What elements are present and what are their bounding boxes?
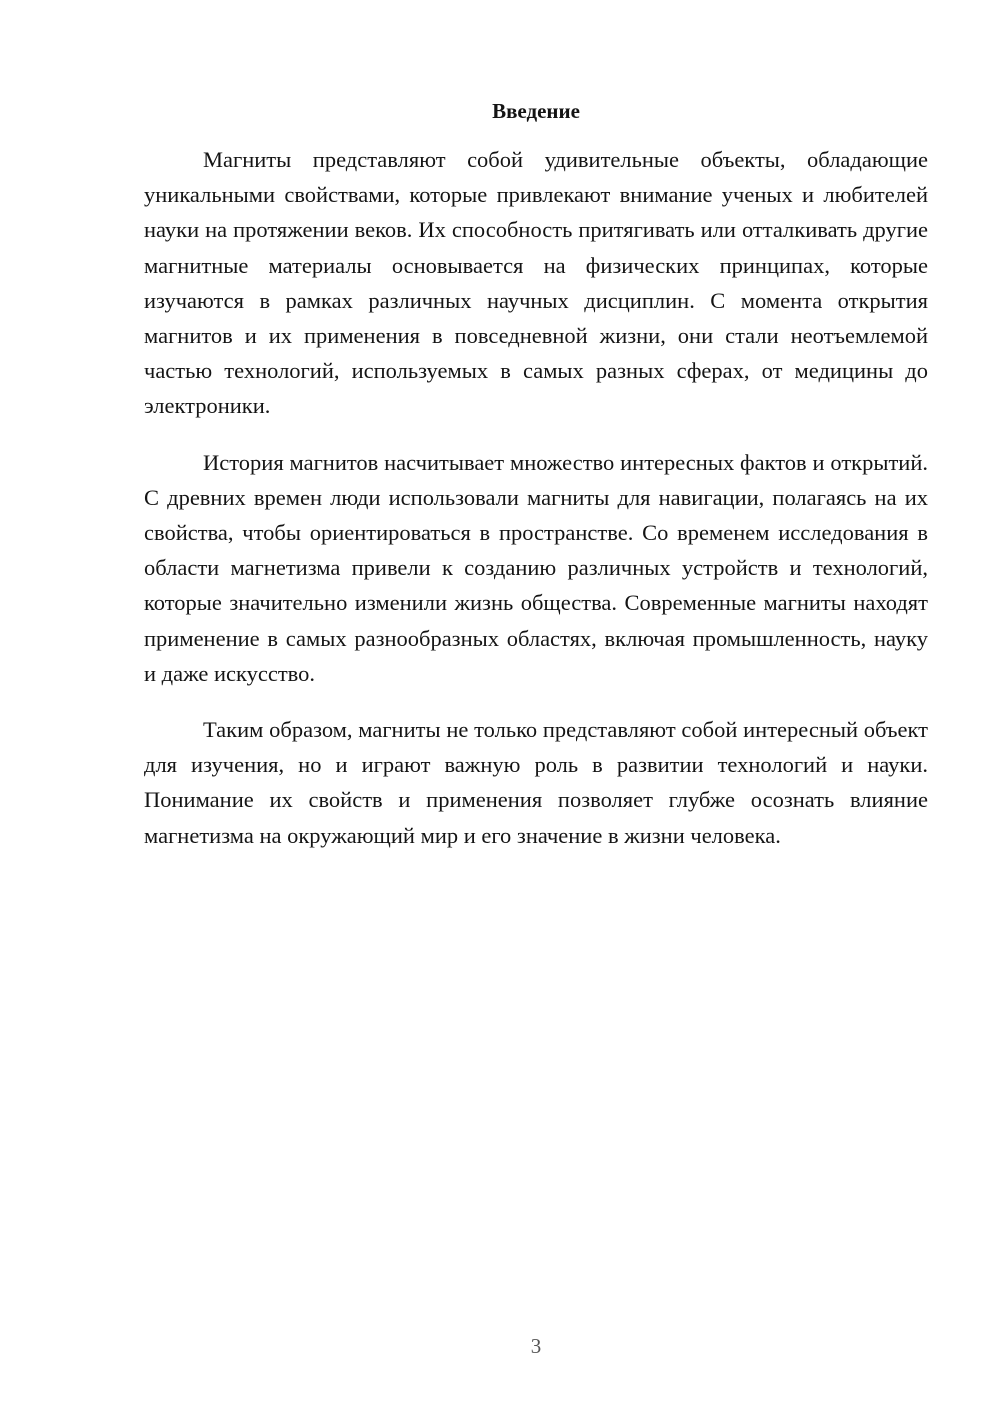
- paragraph-2: История магнитов насчитывает множество интересных фактов и открытий. С древних времен люди использовали магниты для навигации, полагаясь на их свойства, чтобы ориентироваться в пространстве. Со временем исследования в области магнетизма привели к созданию различных устройств и технологий, которые значительно изменили жизнь общества. Современные магниты находят применение в самых разнообразных областях, включая промышленность, науку и даже искусство.: [144, 449, 928, 686]
- section-heading: Введение: [492, 99, 580, 123]
- paragraph-3: Таким образом, магниты не только представляют собой интересный объект для изучения, но и играют важную роль в развитии технологий и науки. Понимание их свойств и применения позволяет глубже осознать влияние магнетизма на окружающий мир и его значение в жизни человека.: [144, 717, 928, 848]
- page-number: 3: [530, 1334, 542, 1358]
- body-text: [144, 142, 928, 874]
- paragraph-1: Магниты представляют собой удивительные объекты, обладающие уникальными свойствами, которые привлекают внимание ученых и любителей науки на протяжении веков. Их способность притягивать или отталкивать другие магнитные материалы основывается на физических принципах, которые изучаются в рамках различных научных дисциплин. С момента открытия магнитов и их применения в повседневной жизни, они стали неотъемлемой частью технологий, используемых в самых разных сферах, от медицины до электроники.: [144, 147, 928, 419]
